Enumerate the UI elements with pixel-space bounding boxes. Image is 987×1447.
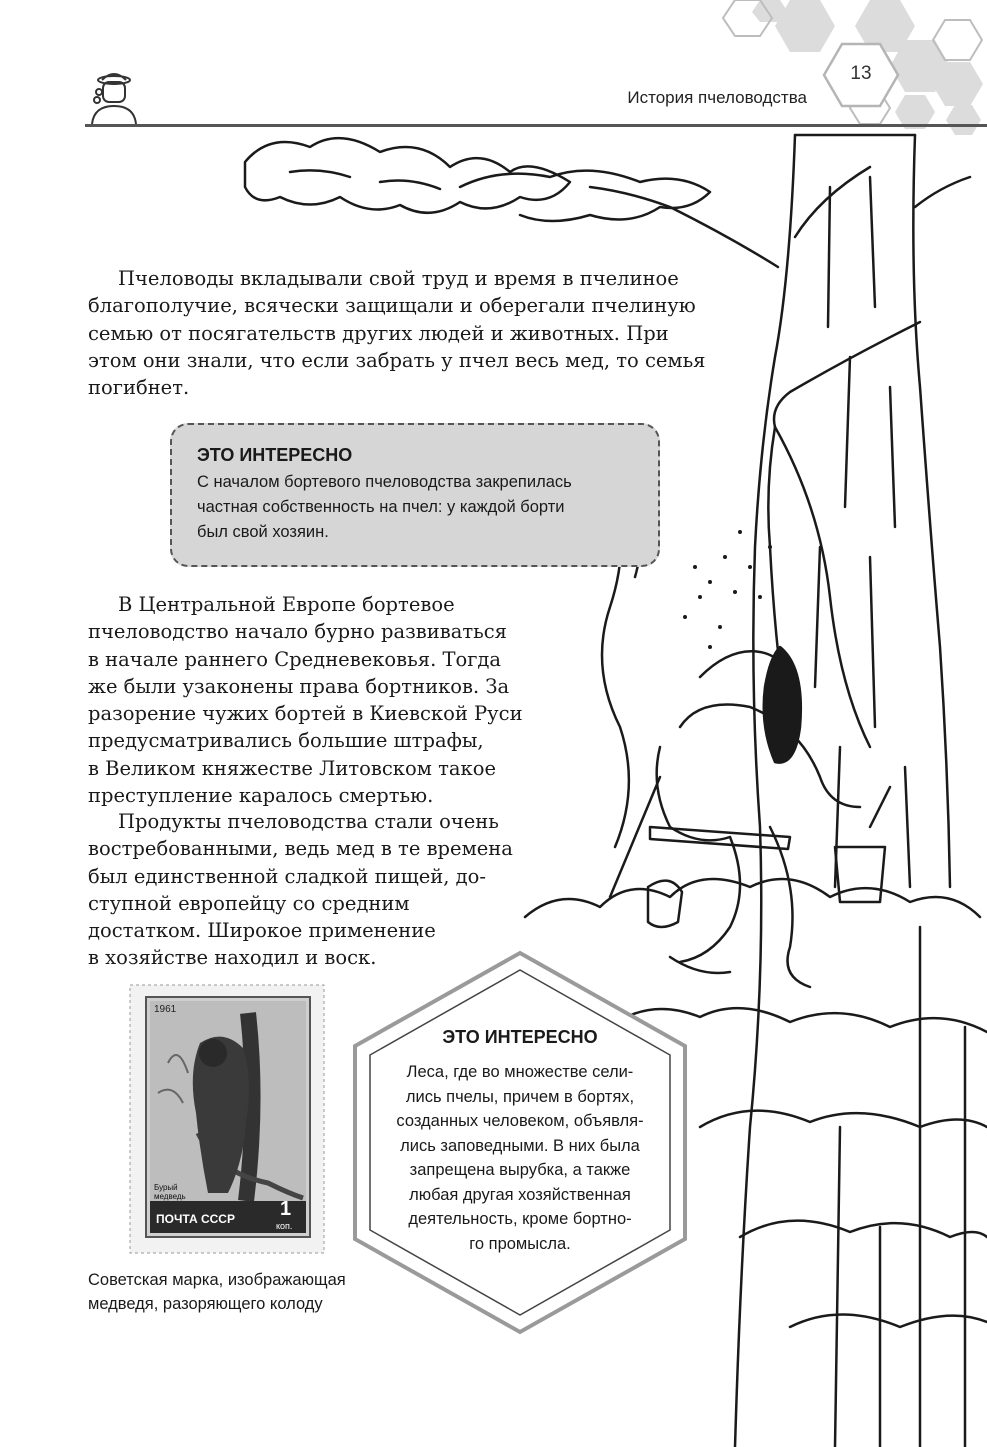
text-line: го промысла. — [469, 1234, 571, 1253]
text-line: благополучие, всячески защищали и оберегали пчелиную — [88, 294, 696, 318]
fact-box-text — [197, 470, 638, 545]
soviet-stamp-image — [128, 983, 326, 1255]
text-line: востребованными, ведь мед в те времена — [88, 837, 513, 861]
text-line: лись пчелы, причем в бортях, — [405, 1087, 635, 1106]
text-line: Пчеловоды вкладывали свой труд и время в пчелиное — [118, 267, 679, 290]
text-line: частная собственность на пчел: у каждой борти — [197, 498, 565, 516]
stamp-postal-label: ПОЧТА СССР — [156, 1212, 235, 1226]
text-line: в Великом княжестве Литовском такое — [88, 756, 496, 780]
stamp-value: 1 — [280, 1198, 292, 1220]
text-line: в начале раннего Средневековья. Тогда — [88, 647, 502, 671]
text-line: деятельность, кроме бортно- — [408, 1210, 632, 1228]
text-line: лись заповедными. В них была — [400, 1136, 640, 1155]
text-line: С началом бортевого пчеловодства закрепилась — [197, 473, 572, 491]
hexagon-fact-text — [370, 1060, 670, 1256]
text-line: же были узаконены права бортников. За — [88, 674, 510, 698]
text-line: Леса, где во множестве сели- — [406, 1063, 634, 1081]
caption-line: Советская марка, изображающая — [88, 1271, 346, 1289]
text-line: в хозяйстве находил и воск. — [88, 946, 377, 970]
stamp-year: 1961 — [154, 1004, 177, 1015]
paragraph-3 — [88, 808, 513, 972]
stamp-currency: коп. — [276, 1221, 293, 1231]
text-line: был свой хозяин. — [197, 523, 329, 541]
text-line: любая другая хозяйственная — [409, 1185, 631, 1204]
hexagon-fact-title: ЭТО ИНТЕРЕСНО — [442, 1027, 598, 1047]
text-line: достатком. Широкое применение — [88, 919, 436, 943]
fact-box-title: ЭТО ИНТЕРЕСНО — [197, 445, 353, 465]
text-line: был единственной сладкой пищей, до- — [88, 864, 486, 888]
text-line: Продукты пчеловодства стали очень — [118, 810, 499, 833]
text-line: разорение чужих бортей в Киевской Руси — [88, 702, 523, 726]
text-line: запрещена вырубка, а также — [409, 1161, 631, 1179]
running-title: История пчеловодства — [627, 88, 807, 107]
text-line: этом они знали, что если забрать у пчел весь мед, то семья — [88, 348, 706, 372]
stamp-caption — [88, 1268, 346, 1316]
text-line: пчеловодство начало бурно развиваться — [88, 620, 507, 644]
text-line: семью от посягательств других людей и животных. При — [88, 321, 669, 345]
fact-box-interesting — [170, 423, 660, 567]
beekeeper-icon — [84, 66, 144, 126]
text-line: В Центральной Европе бортевое — [118, 593, 455, 616]
caption-line: медведя, разоряющего колоду — [88, 1295, 323, 1313]
text-line: ступной европейцу со средним — [88, 891, 410, 915]
paragraph-1 — [88, 265, 706, 401]
paragraph-2 — [88, 591, 523, 809]
text-line: погибнет. — [88, 376, 190, 400]
hexagon-fact-box — [370, 1027, 670, 1256]
page-number: 13 — [850, 63, 872, 84]
text-line: предусматривались большие штрафы, — [88, 729, 484, 753]
stamp-name-line-2: медведь — [154, 1192, 186, 1201]
text-line: преступление каралось смертью. — [88, 784, 434, 808]
text-line: созданных человеком, объявля- — [396, 1112, 644, 1130]
stamp-name-line-1: Бурый — [154, 1183, 178, 1192]
